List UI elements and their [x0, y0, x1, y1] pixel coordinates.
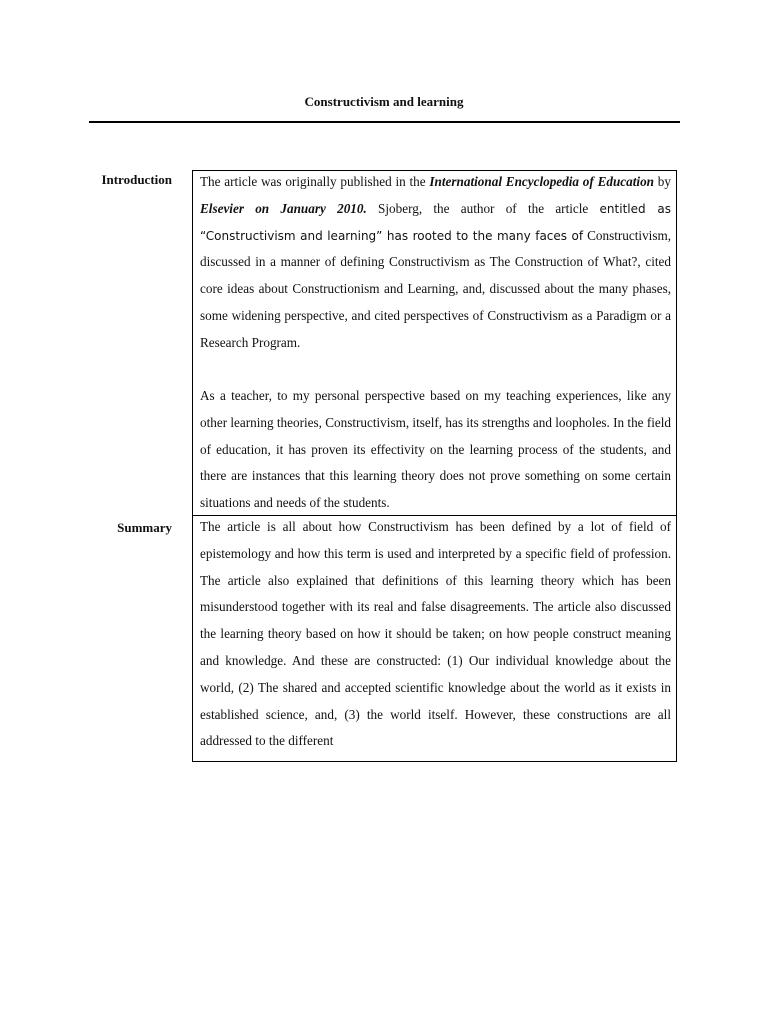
introduction-paragraph-2: As a teacher, to my personal perspective based on my teaching experiences, like any other learning theories, Constructivism, itself, has its strengths and loopholes. In the field of education, it has proven its effectivity on the learning process of the students, and there are instances that this learning theory does not prove something on some certain situations and needs of the students.	[200, 388, 672, 511]
summary-box	[192, 515, 677, 762]
intro-text-c: by	[654, 174, 671, 189]
intro-text-e: Sjoberg, the author of the article	[366, 200, 600, 216]
publication-name: International Encyclopedia of Education	[429, 174, 655, 189]
intro-text-f: entitled as “Constructivism and learning” has rooted to the many faces of	[200, 201, 671, 243]
introduction-label: Introduction	[101, 172, 172, 187]
title-divider	[89, 121, 680, 123]
publisher-date: Elsevier on January 2010.	[200, 200, 367, 216]
introduction-box	[192, 170, 677, 516]
intro-text-g: Constructivism, discussed in a manner of defining Constructivism as The Construction of What?, cited core ideas about Constructionism and Learning, and, discussed about the many phases, some widening perspective, and cited perspectives of Constructivism as a Paradigm or a Research Program.	[200, 227, 672, 350]
summary-label: Summary	[117, 520, 172, 535]
introduction-paragraph-1	[200, 169, 671, 357]
summary-paragraph: The article is all about how Constructivism has been defined by a lot of field of epistemology and how this term is used and interpreted by a specific field of profession. The article also explained that definitions of this learning theory which has been misunderstood together with its real and false disagreements. The article also discussed the learning theory based on how it should be taken; on how people construct meaning and knowledge. And these are constructed: (1) Our individual knowledge about the world, (2) The shared and accepted scientific knowledge about the world as it exists in established science, and, (3) the world itself. However, these constructions are all addressed to the different	[200, 519, 671, 749]
document-title: Constructivism and learning	[304, 94, 464, 109]
intro-text-a: The article was originally published in the	[200, 174, 430, 189]
